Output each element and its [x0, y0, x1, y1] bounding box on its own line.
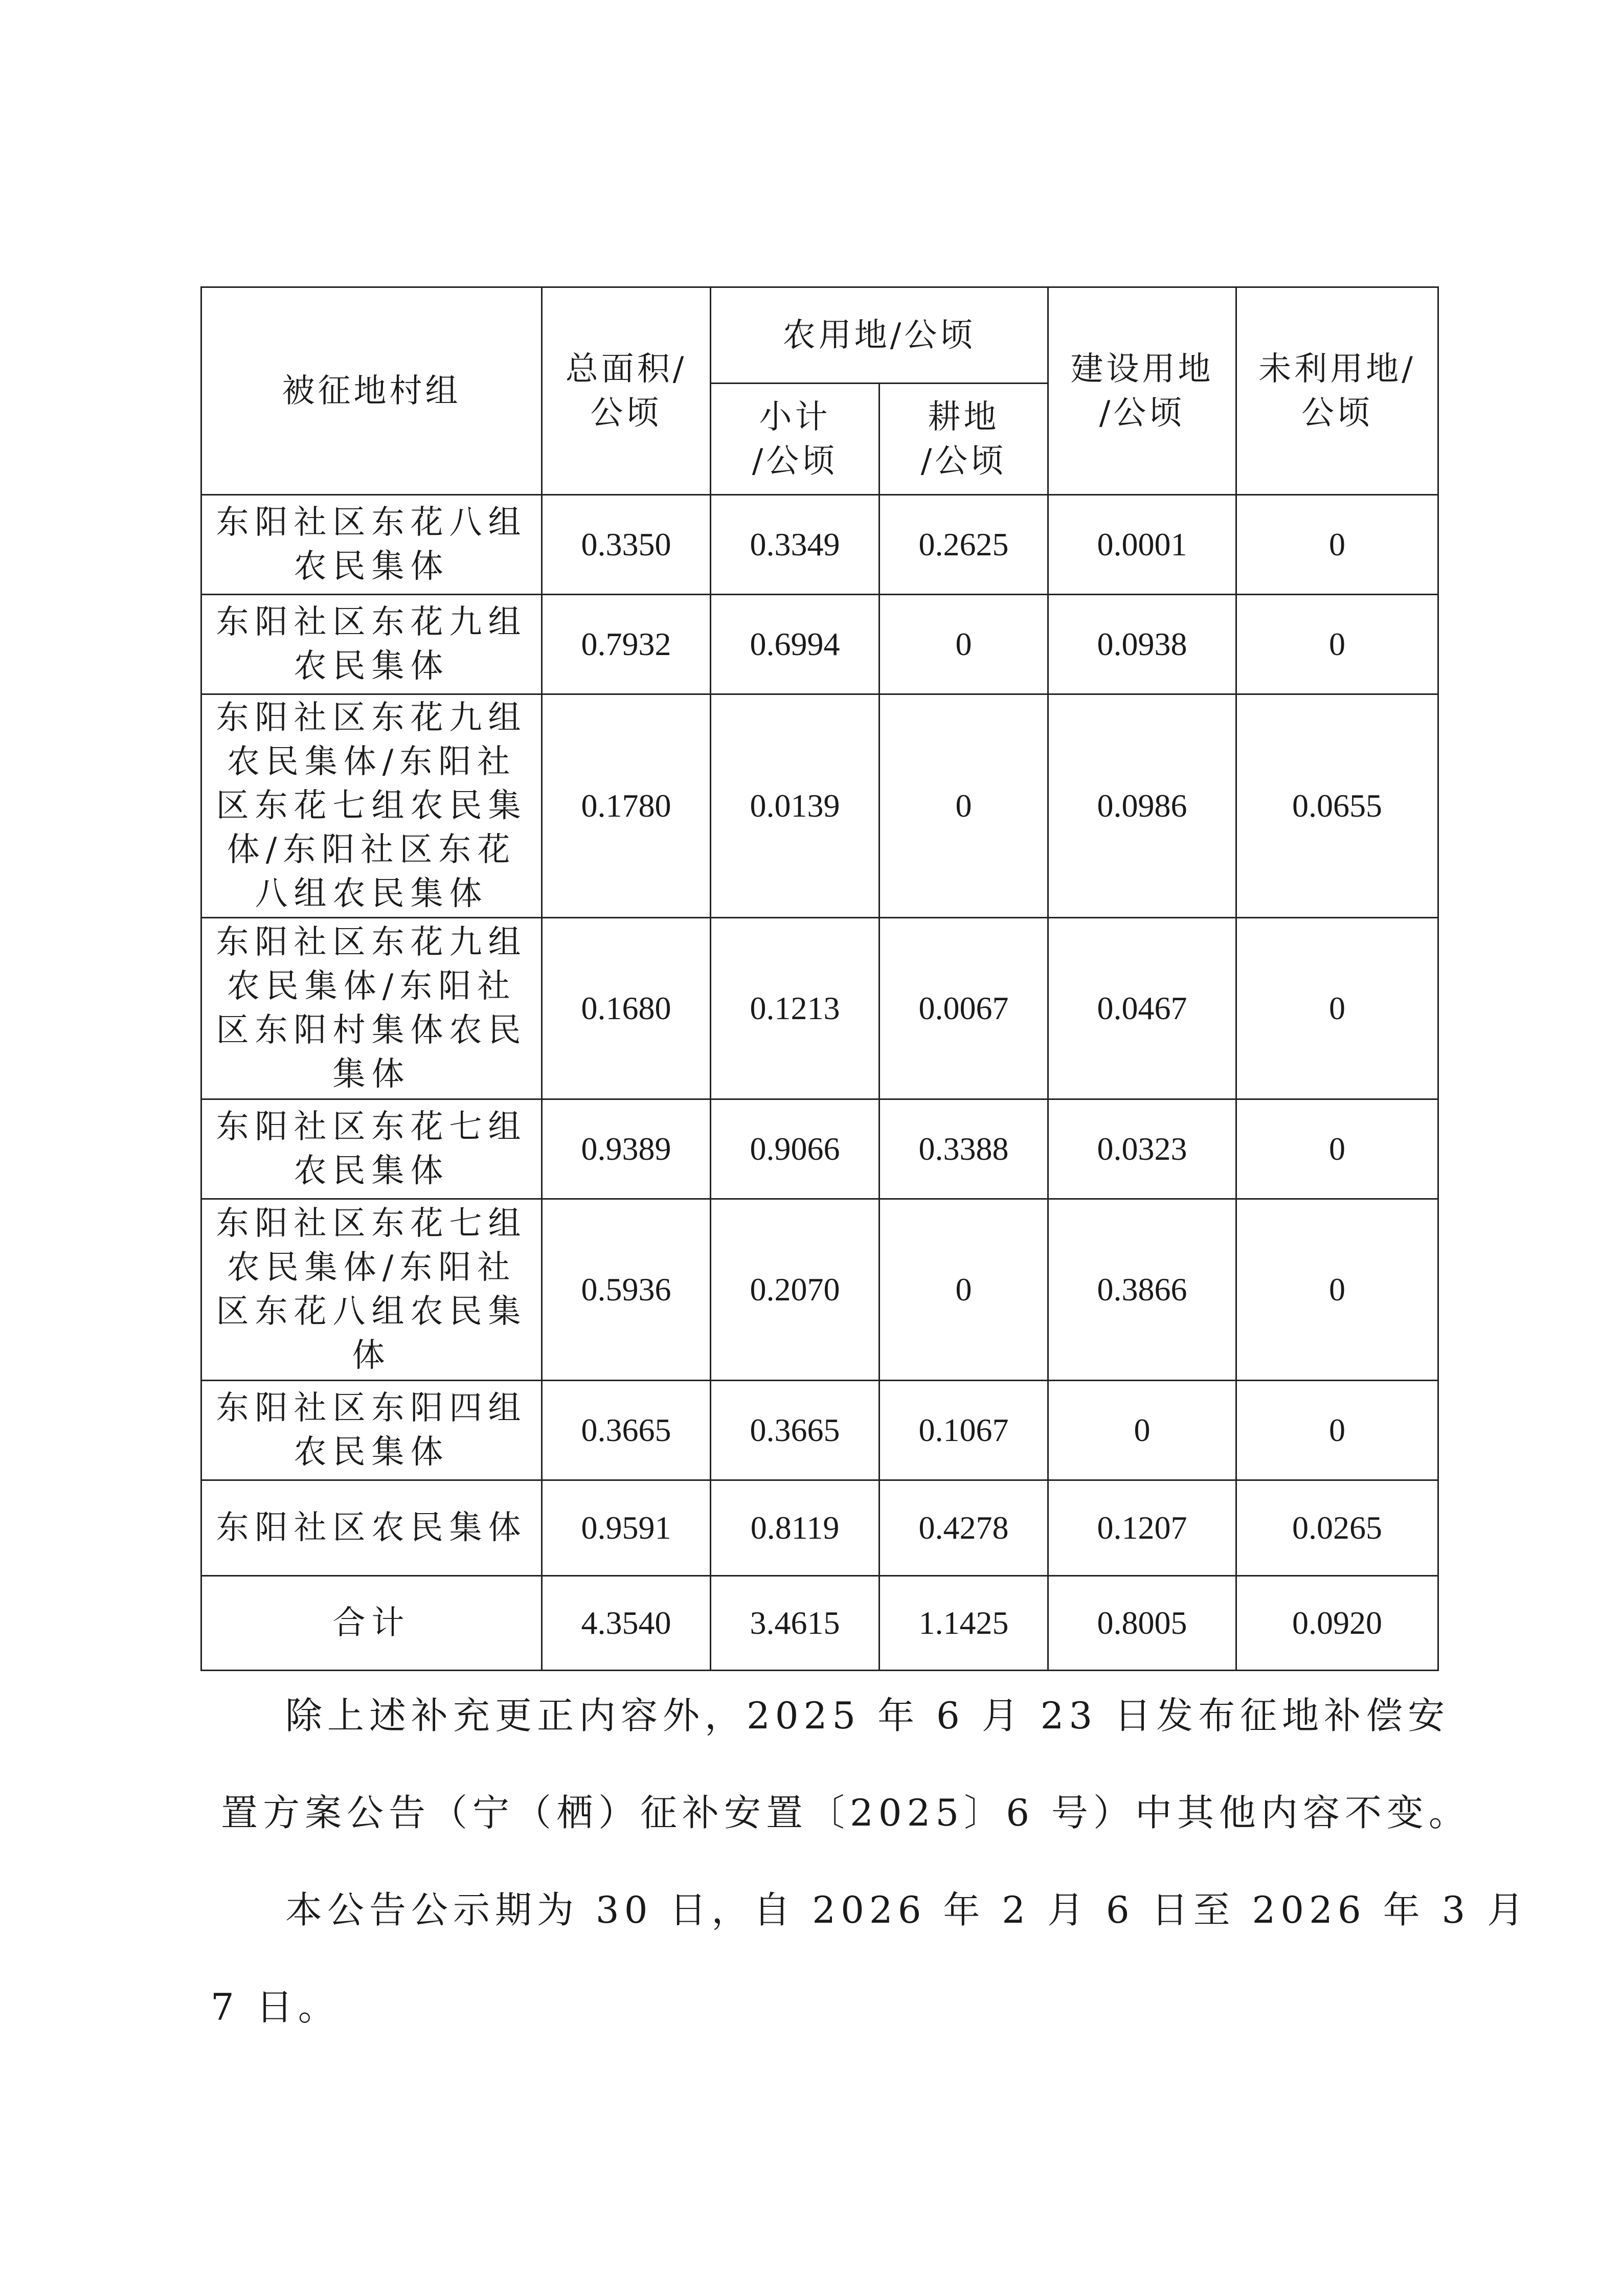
subtotal-cell: 0.6994 — [711, 595, 880, 694]
table-row — [201, 1381, 1438, 1480]
cultivated-cell: 0.4278 — [880, 1480, 1048, 1576]
header-village-group: 被征地村组 — [201, 287, 542, 495]
village-group-cell: 东阳社区东花九组农民集体/东阳社区东花七组农民集体/东阳社区东花八组农民集体 — [201, 694, 542, 918]
total-area-cell: 0.1780 — [542, 694, 711, 918]
cultivated-cell: 1.1425 — [880, 1576, 1048, 1671]
paragraph-notice-period — [200, 1861, 1529, 2056]
paragraph-line: 置方案公告（宁（栖）征补安置〔2025〕6 号）中其他内容不变。 — [221, 1791, 1471, 1834]
paragraph-line: 除上述补充更正内容外，2025 年 6 月 23 日发布征地补偿安 — [285, 1694, 1450, 1737]
unused-cell: 0 — [1236, 1099, 1438, 1199]
village-group-cell: 东阳社区农民集体 — [201, 1480, 542, 1576]
village-group-cell: 东阳社区东花九组农民集体 — [201, 595, 542, 694]
header-construction-land: 建设用地 /公顷 — [1048, 287, 1236, 495]
total-area-cell: 0.5936 — [542, 1199, 711, 1381]
subtotal-cell: 0.3665 — [711, 1381, 880, 1480]
village-group-cell: 东阳社区东阳四组农民集体 — [201, 1381, 542, 1480]
total-area-cell: 0.9389 — [542, 1099, 711, 1199]
total-area-cell: 0.1680 — [542, 918, 711, 1099]
table-row — [201, 1199, 1438, 1381]
subtotal-cell: 0.1213 — [711, 918, 880, 1099]
total-row — [201, 1576, 1438, 1671]
unused-cell: 0 — [1236, 495, 1438, 595]
land-acquisition-table — [200, 286, 1439, 1671]
village-group-cell: 东阳社区东花七组农民集体 — [201, 1099, 542, 1199]
unused-cell: 0 — [1236, 1381, 1438, 1480]
cultivated-cell: 0.3388 — [880, 1099, 1048, 1199]
total-area-cell: 0.3665 — [542, 1381, 711, 1480]
unused-cell: 0.0265 — [1236, 1480, 1438, 1576]
total-area-cell: 0.7932 — [542, 595, 711, 694]
total-area-cell: 0.9591 — [542, 1480, 711, 1576]
cultivated-cell: 0.1067 — [880, 1381, 1048, 1480]
cultivated-cell: 0 — [880, 694, 1048, 918]
construction-cell: 0.0001 — [1048, 495, 1236, 595]
cultivated-cell: 0 — [880, 595, 1048, 694]
table-row — [201, 495, 1438, 595]
construction-cell: 0.0938 — [1048, 595, 1236, 694]
subtotal-cell: 0.8119 — [711, 1480, 880, 1576]
construction-cell: 0.0323 — [1048, 1099, 1236, 1199]
construction-cell: 0 — [1048, 1381, 1236, 1480]
total-area-cell: 4.3540 — [542, 1576, 711, 1671]
village-group-cell: 东阳社区东花九组农民集体/东阳社区东阳村集体农民集体 — [201, 918, 542, 1099]
construction-cell: 0.0467 — [1048, 918, 1236, 1099]
header-agricultural-land: 农用地/公顷 — [711, 287, 1048, 384]
total-label-cell: 合计 — [201, 1576, 542, 1671]
unused-cell: 0.0655 — [1236, 694, 1438, 918]
paragraph-line: 本公告公示期为 30 日，自 2026 年 2 月 6 日至 2026 年 3 月 — [285, 1888, 1529, 1931]
cultivated-cell: 0 — [880, 1199, 1048, 1381]
construction-cell: 0.0986 — [1048, 694, 1236, 918]
unused-cell: 0 — [1236, 595, 1438, 694]
header-total-area: 总面积/ 公顷 — [542, 287, 711, 495]
construction-cell: 0.3866 — [1048, 1199, 1236, 1381]
header-unused-land: 未利用地/ 公顷 — [1236, 287, 1438, 495]
table-row — [201, 595, 1438, 694]
total-area-cell: 0.3350 — [542, 495, 711, 595]
paragraph-supplement — [200, 1667, 1471, 1861]
paragraph-line: 7 日。 — [211, 1986, 340, 2029]
unused-cell: 0 — [1236, 1199, 1438, 1381]
cultivated-cell: 0.2625 — [880, 495, 1048, 595]
table-row — [201, 1480, 1438, 1576]
village-group-cell: 东阳社区东花七组农民集体/东阳社区东花八组农民集体 — [201, 1199, 542, 1381]
construction-cell: 0.8005 — [1048, 1576, 1236, 1671]
subtotal-cell: 0.0139 — [711, 694, 880, 918]
table-row — [201, 918, 1438, 1099]
subtotal-cell: 0.9066 — [711, 1099, 880, 1199]
table-row — [201, 694, 1438, 918]
subtotal-cell: 3.4615 — [711, 1576, 880, 1671]
header-subtotal: 小计 /公顷 — [711, 384, 880, 495]
subtotal-cell: 0.2070 — [711, 1199, 880, 1381]
unused-cell: 0 — [1236, 918, 1438, 1099]
header-cultivated-land: 耕地 /公顷 — [880, 384, 1048, 495]
cultivated-cell: 0.0067 — [880, 918, 1048, 1099]
construction-cell: 0.1207 — [1048, 1480, 1236, 1576]
table-row — [201, 1099, 1438, 1199]
subtotal-cell: 0.3349 — [711, 495, 880, 595]
village-group-cell: 东阳社区东花八组农民集体 — [201, 495, 542, 595]
unused-cell: 0.0920 — [1236, 1576, 1438, 1671]
